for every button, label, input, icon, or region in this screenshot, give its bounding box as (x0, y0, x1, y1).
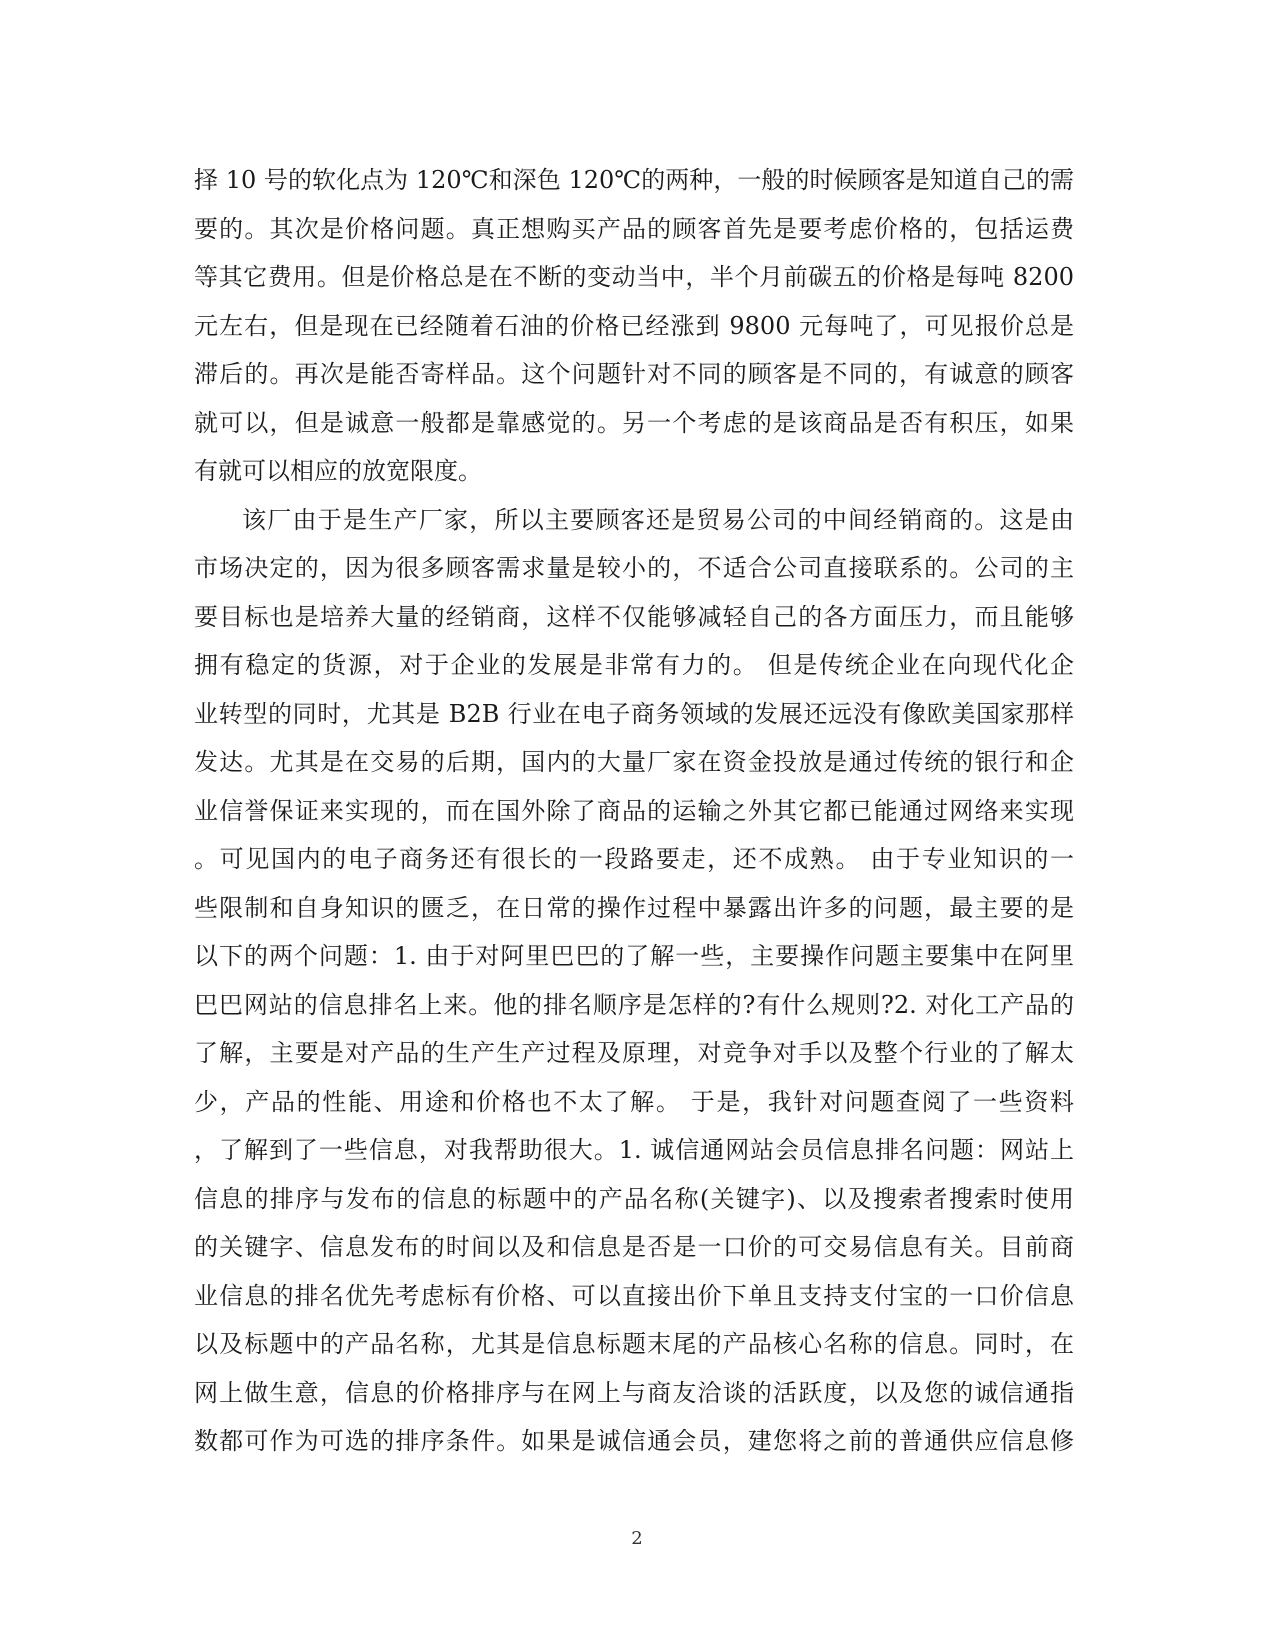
text-line: 要目标也是培养大量的经销商，这样不仅能够减轻自己的各方面压力，而且能够 (194, 602, 1074, 631)
text-line: 以及标题中的产品名称，尤其是信息标题末尾的产品核心名称的信息。同时，在 (194, 1330, 1074, 1358)
text-line: 。可见国内的电子商务还有很长的一段路要走，还不成熟。 由于专业知识的一 (194, 845, 1074, 873)
text-line: 以下的两个问题：1. 由于对阿里巴巴的了解一些，主要操作问题主要集中在阿里 (194, 942, 1074, 970)
text-line: 业转型的同时，尤其是 B2B 行业在电子商务领域的发展还远没有像欧美国家那样 (194, 699, 1074, 728)
text-line: 少，产品的性能、用途和价格也不太了解。 于是，我针对问题查阅了一些资料 (194, 1087, 1074, 1116)
text-line: 要的。其次是价格问题。真正想购买产品的顾客首先是要考虑价格的，包括运费 (194, 214, 1074, 243)
text-line: 业信誉保证来实现的，而在国外除了商品的运输之外其它都已能通过网络来实现 (194, 796, 1074, 825)
text-line: 滞后的。再次是能否寄样品。这个问题针对不同的顾客是不同的，有诚意的顾客 (194, 360, 1074, 388)
text-line: 等其它费用。但是价格总是在不断的变动当中，半个月前碳五的价格是每吨 8200 (194, 263, 1074, 291)
text-line: ，了解到了一些信息，对我帮助很大。1. 诚信通网站会员信息排名问题：网站上 (194, 1136, 1074, 1164)
text-line: 发达。尤其是在交易的后期，国内的大量厂家在资金投放是通过传统的银行和企 (194, 748, 1074, 776)
text-line: 网上做生意，信息的价格排序与在网上与商友洽谈的活跃度，以及您的诚信通指 (194, 1378, 1074, 1407)
text-line: 有就可以相应的放宽限度。 (194, 457, 482, 485)
text-line: 些限制和自身知识的匮乏，在日常的操作过程中暴露出许多的问题，最主要的是 (194, 893, 1074, 922)
text-line: 就可以，但是诚意一般都是靠感觉的。另一个考虑的是该商品是否有积压，如果 (194, 408, 1074, 437)
text-line: 了解，主要是对产品的生产生产过程及原理，对竞争对手以及整个行业的了解太 (194, 1039, 1074, 1067)
text-line: 该厂由于是生产厂家，所以主要顾客还是贸易公司的中间经销商的。这是由 (242, 505, 1074, 534)
paragraph (194, 496, 1074, 1466)
text-line: 巴巴网站的信息排名上来。他的排名顺序是怎样的?有什么规则?2. 对化工产品的 (194, 990, 1074, 1019)
text-line: 信息的排序与发布的信息的标题中的产品名称(关键字)、以及搜索者搜索时使用 (194, 1184, 1074, 1213)
body-text (194, 156, 1074, 1466)
text-line: 拥有稳定的货源，对于企业的发展是非常有力的。 但是传统企业在向现代化企 (194, 651, 1074, 679)
paragraph (194, 156, 1074, 496)
text-line: 市场决定的，因为很多顾客需求量是较小的，不适合公司直接联系的。公司的主 (194, 554, 1074, 582)
text-line: 业信息的排名优先考虑标有价格、可以直接出价下单且支持支付宝的一口价信息 (194, 1281, 1074, 1310)
page-number: 2 (631, 1528, 643, 1549)
text-line: 数都可作为可选的排序条件。如果是诚信通会员，建您将之前的普通供应信息修 (194, 1427, 1074, 1455)
text-line: 择 10 号的软化点为 120℃和深色 120℃的两种，一般的时候顾客是知道自己的需 (194, 166, 1074, 194)
text-line: 元左右，但是现在已经随着石油的价格已经涨到 9800 元每吨了，可见报价总是 (194, 311, 1074, 340)
text-line: 的关键字、信息发布的时间以及和信息是否是一口价的可交易信息有关。目前商 (194, 1233, 1074, 1261)
